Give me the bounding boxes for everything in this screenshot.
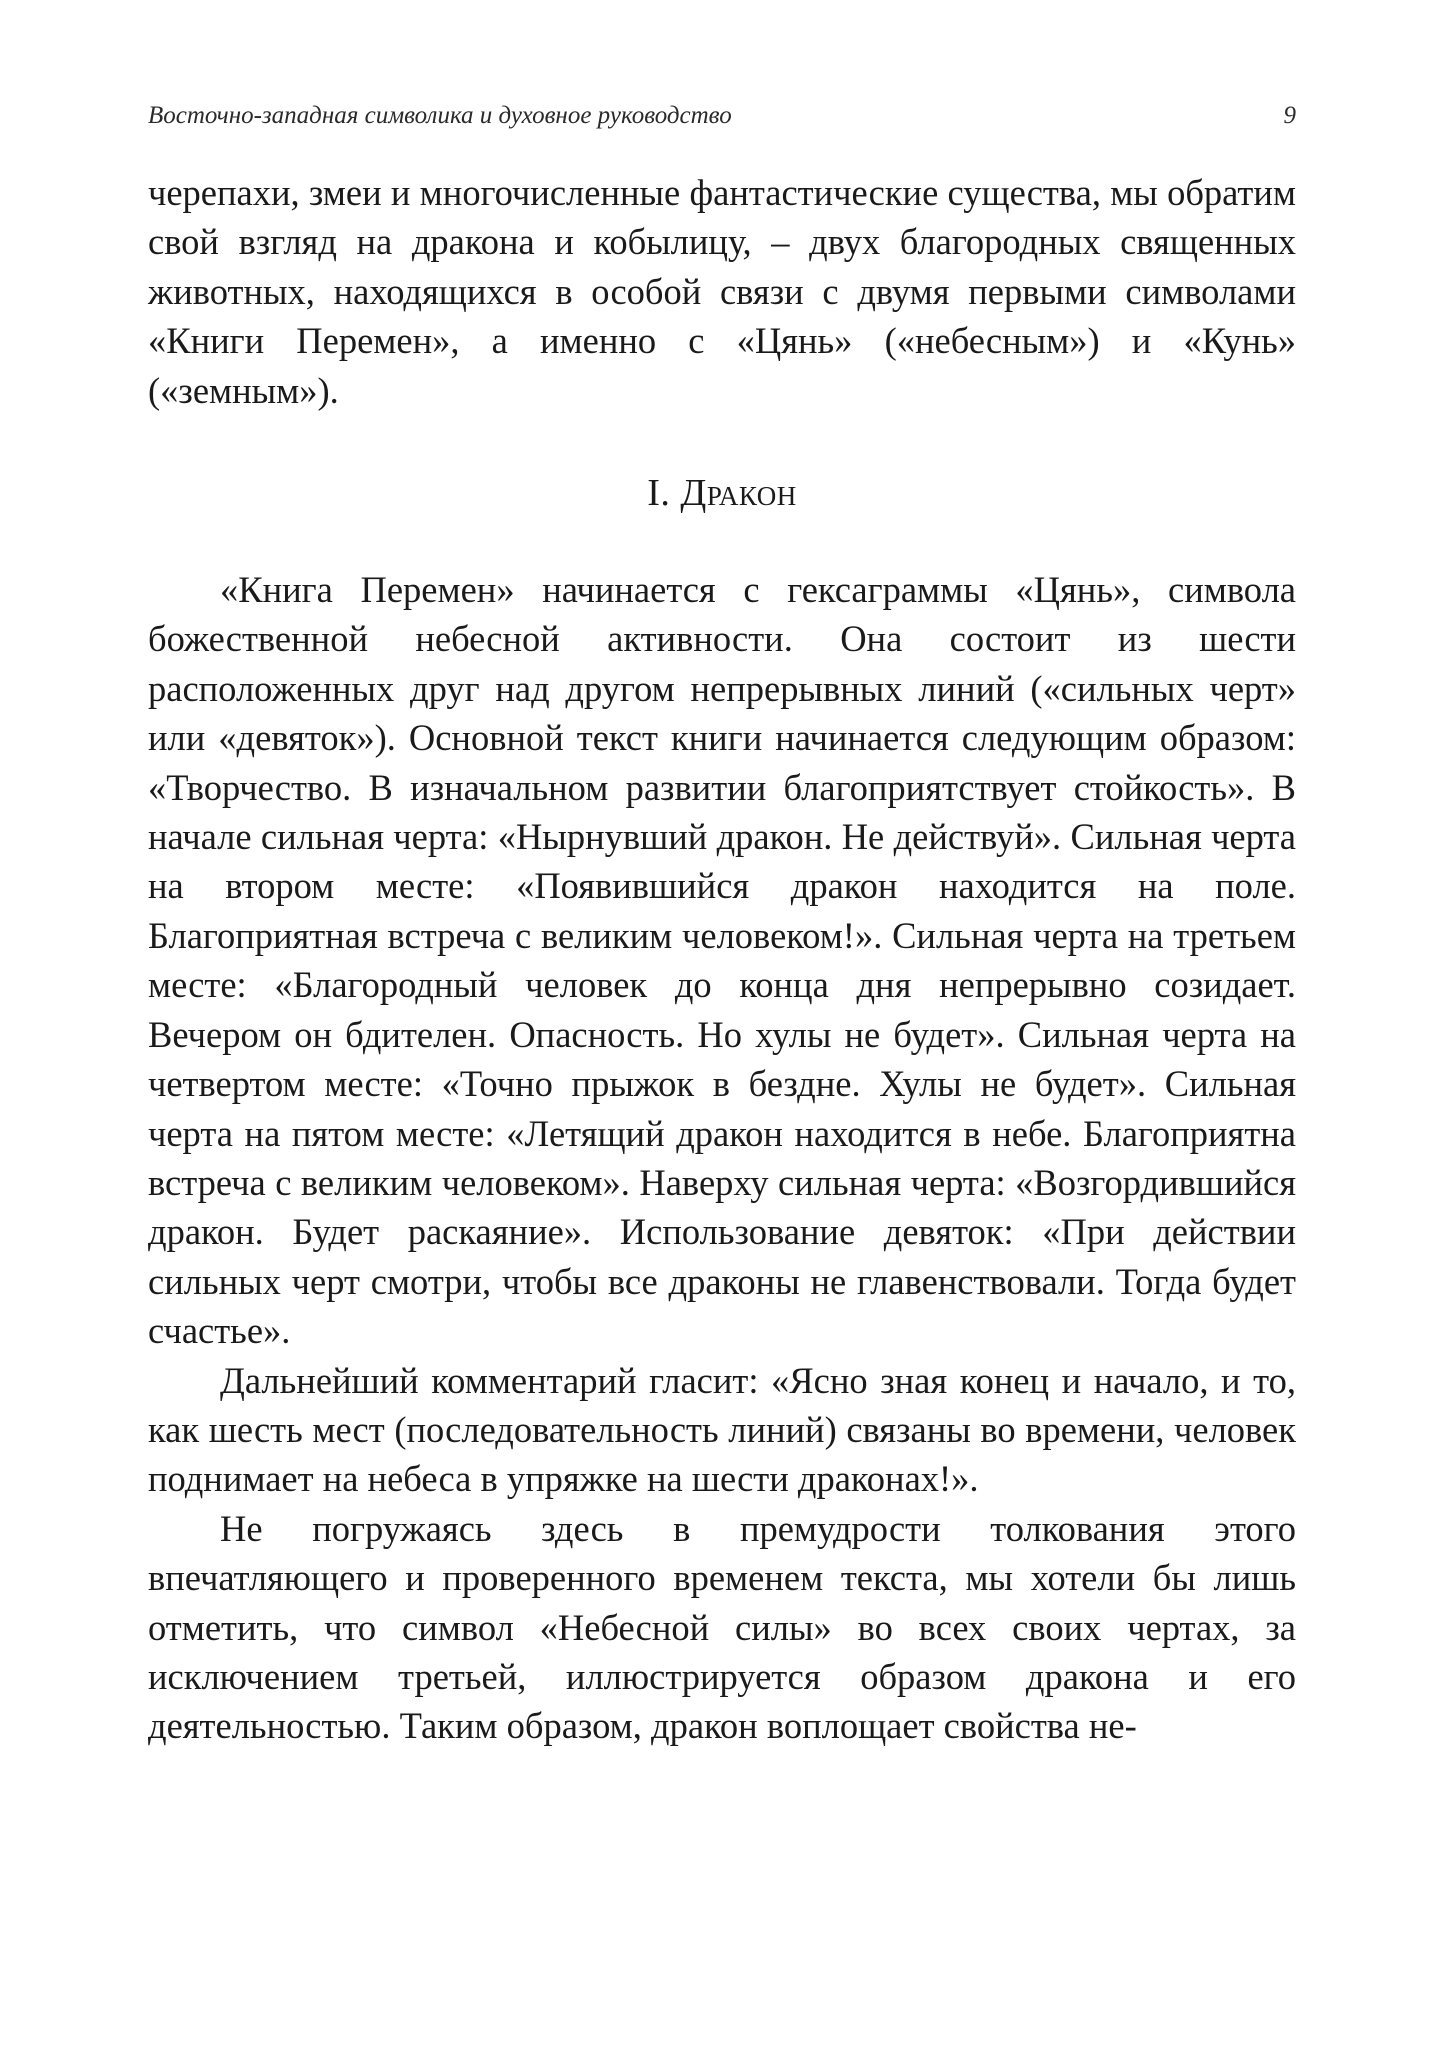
paragraph: Дальнейший комментарий гласит: «Ясно зная конец и начало, и то, как шесть мест (последовательность линий) связаны во времени, человек поднимает на небеса в упряжке на шести драконах!». <box>148 1359 1296 1500</box>
section-title: Дракон <box>680 472 797 515</box>
page-number: 9 <box>1283 102 1296 129</box>
running-header-title: Восточно-западная символика и духовное руководство <box>148 102 732 129</box>
section-number: I. <box>647 472 671 515</box>
running-header <box>148 96 1296 136</box>
paragraph: «Книга Перемен» начинается с гексаграммы «Цянь», символа божественной небесной активности. Она состоит из шести расположенных друг над другом непрерывных линий («сильных черт» или «девяток»). Основной текст книги начинается следующим образом: «Творчество. В изначальном развитии благоприятствует стойкость». В начале сильная черта: «Нырнувший дракон. Не действуй». Сильная черта на втором месте: «Появившийся дракон находится на поле. Благоприятная встреча с великим человеком!». Сильная черта на третьем месте: «Благородный человек до конца дня непрерывно созидает. Вечером он бдителен. Опасность. Но хулы не будет». Сильная черта на четвертом месте: «Точно прыжок в бездне. Хулы не будет». Сильная черта на пятом месте: «Летящий дракон находится в небе. Благоприятна встреча с великим человеком». Наверху сильная черта: «Возгордившийся дракон. Будет раскаяние». Использование девяток: «При действии сильных черт смотри, чтобы все драконы не главенствовали. Тогда будет счастье». <box>148 569 1296 1352</box>
paragraph: Не погружаясь здесь в премудрости толкования этого впечатляющего и проверенного временем текста, мы хотели бы лишь отметить, что символ «Небесной силы» во всех своих чертах, за исключением третьей, иллюстрируется образом дракона и его деятельностью. Таким образом, дракон воплощает свойства не- <box>148 1507 1296 1747</box>
continued-paragraph: черепахи, змеи и многочисленные фантастические существа, мы обратим свой взгляд на дракона и кобылицу, – двух благородных священных животных, находящихся в особой связи с двумя первыми символами «Книги Перемен», а именно с «Цянь» («небесным») и «Кунь» («земным»). <box>148 172 1296 411</box>
section-heading <box>148 467 1296 519</box>
page-body <box>148 168 1296 1751</box>
